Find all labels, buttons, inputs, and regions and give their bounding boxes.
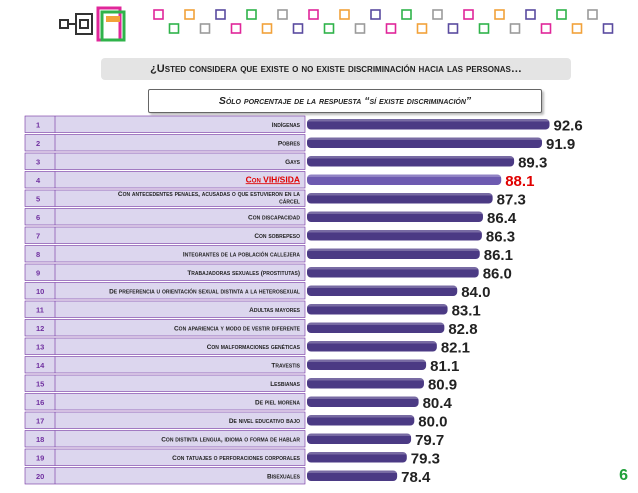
value-label: 87.3 — [496, 191, 526, 209]
bar-shine — [307, 323, 444, 326]
bar-shine — [307, 286, 457, 289]
row-rank: 13 — [36, 342, 45, 352]
value-label: 81.1 — [430, 358, 460, 375]
bar-shine — [307, 471, 397, 474]
row-rank: 19 — [36, 453, 45, 463]
row-rank: 9 — [36, 268, 41, 278]
row-rank: 3 — [36, 157, 41, 167]
row-band — [25, 468, 305, 485]
row-band — [25, 357, 305, 374]
row-band — [25, 153, 305, 170]
row-rank: 8 — [36, 249, 41, 259]
row-label: Travestis — [271, 362, 300, 370]
value-label: 80.4 — [422, 395, 452, 412]
row-label: Con malformaciones genéticas — [206, 343, 300, 351]
page-number: 6 — [619, 467, 628, 484]
value-label: 82.8 — [448, 321, 478, 338]
row-label: Integrantes de la población callejera — [182, 251, 300, 259]
bar-shine — [307, 156, 514, 159]
value-label: 86.4 — [486, 210, 517, 227]
bar-shine — [307, 397, 419, 400]
row-rank: 17 — [36, 416, 45, 426]
row-rank: 4 — [36, 175, 41, 185]
bar-shine — [307, 267, 479, 270]
bar-shine — [307, 434, 411, 437]
value-label: 82.1 — [440, 339, 471, 357]
bar-shine — [307, 119, 550, 122]
bar-shine — [307, 249, 480, 252]
bar-shine — [307, 415, 414, 418]
value-label: 80.9 — [427, 376, 458, 394]
row-rank: 15 — [36, 379, 45, 389]
value-label: 79.7 — [415, 432, 445, 449]
row-rank: 10 — [36, 286, 45, 296]
value-label: 88.1 — [505, 173, 535, 190]
row-rank: 12 — [36, 323, 45, 333]
chart-subtitle: Sólo porcentaje de la respuesta “sí existe discriminación” — [148, 89, 542, 113]
row-label: Pobres — [277, 140, 300, 148]
row-band — [25, 116, 305, 133]
value-label: 86.1 — [483, 247, 513, 264]
row-rank: 1 — [36, 120, 41, 130]
value-label: 79.3 — [410, 450, 440, 468]
row-label: Con discapacidad — [248, 214, 300, 222]
row-label: Indígenas — [271, 121, 300, 129]
bar-shine — [307, 230, 482, 233]
row-label: Gays — [285, 158, 300, 166]
row-label: De piel morena — [255, 399, 300, 407]
bar-shine — [307, 304, 448, 307]
row-label: De nivel educativo bajo — [228, 417, 300, 425]
row-label: Con distinta lengua, idioma o forma de hablar — [161, 436, 300, 444]
bar-shine — [307, 193, 493, 196]
bar-shine — [307, 212, 483, 215]
row-label: Trabajadoras sexuales (prostitutas) — [187, 269, 300, 277]
row-rank: 18 — [36, 434, 45, 444]
row-label: De preferencia u orientación sexual distinta a la heterosexual — [109, 288, 300, 296]
row-rank: 14 — [36, 360, 45, 370]
row-label: Con VIH/SIDA — [245, 174, 300, 185]
bar-shine — [307, 138, 542, 141]
value-label: 80.0 — [418, 413, 448, 431]
row-label: Adultas mayores — [249, 306, 300, 314]
row-rank: 6 — [36, 212, 41, 222]
value-label: 89.3 — [518, 154, 548, 172]
row-label: Con apariencia y modo de vestir diferente — [173, 325, 300, 333]
row-rank: 5 — [36, 194, 41, 204]
row-label: Con antecedentes penales, acusadas o que estuvieron en la — [117, 191, 300, 198]
row-label: Bisexuales — [266, 473, 300, 481]
bar-shine — [307, 341, 437, 344]
question-banner: ¿Usted considera que existe o no existe discriminación hacia las personas… — [101, 58, 571, 80]
row-label: Con sobrepeso — [254, 232, 300, 240]
value-label: 83.1 — [451, 302, 481, 320]
row-label: Lesbianas — [270, 380, 300, 388]
value-label: 91.9 — [546, 136, 576, 153]
bar-shine — [307, 360, 426, 363]
row-rank: 16 — [36, 397, 45, 407]
row-rank: 7 — [36, 231, 41, 241]
row-band — [25, 135, 305, 152]
value-label: 86.0 — [482, 265, 512, 283]
row-rank: 11 — [36, 305, 44, 315]
row-label: Con tatuajes o perforaciones corporales — [172, 454, 300, 462]
value-label: 86.3 — [485, 228, 516, 246]
bar-shine — [307, 378, 424, 381]
value-label: 84.0 — [461, 284, 491, 301]
value-label: 92.6 — [553, 117, 583, 135]
bar-shine — [307, 452, 407, 455]
row-rank: 2 — [36, 138, 41, 148]
bar-shine — [307, 175, 501, 178]
row-band — [25, 375, 305, 392]
value-label: 78.4 — [401, 469, 431, 486]
row-label: cárcel — [279, 198, 300, 206]
row-rank: 20 — [36, 471, 45, 481]
